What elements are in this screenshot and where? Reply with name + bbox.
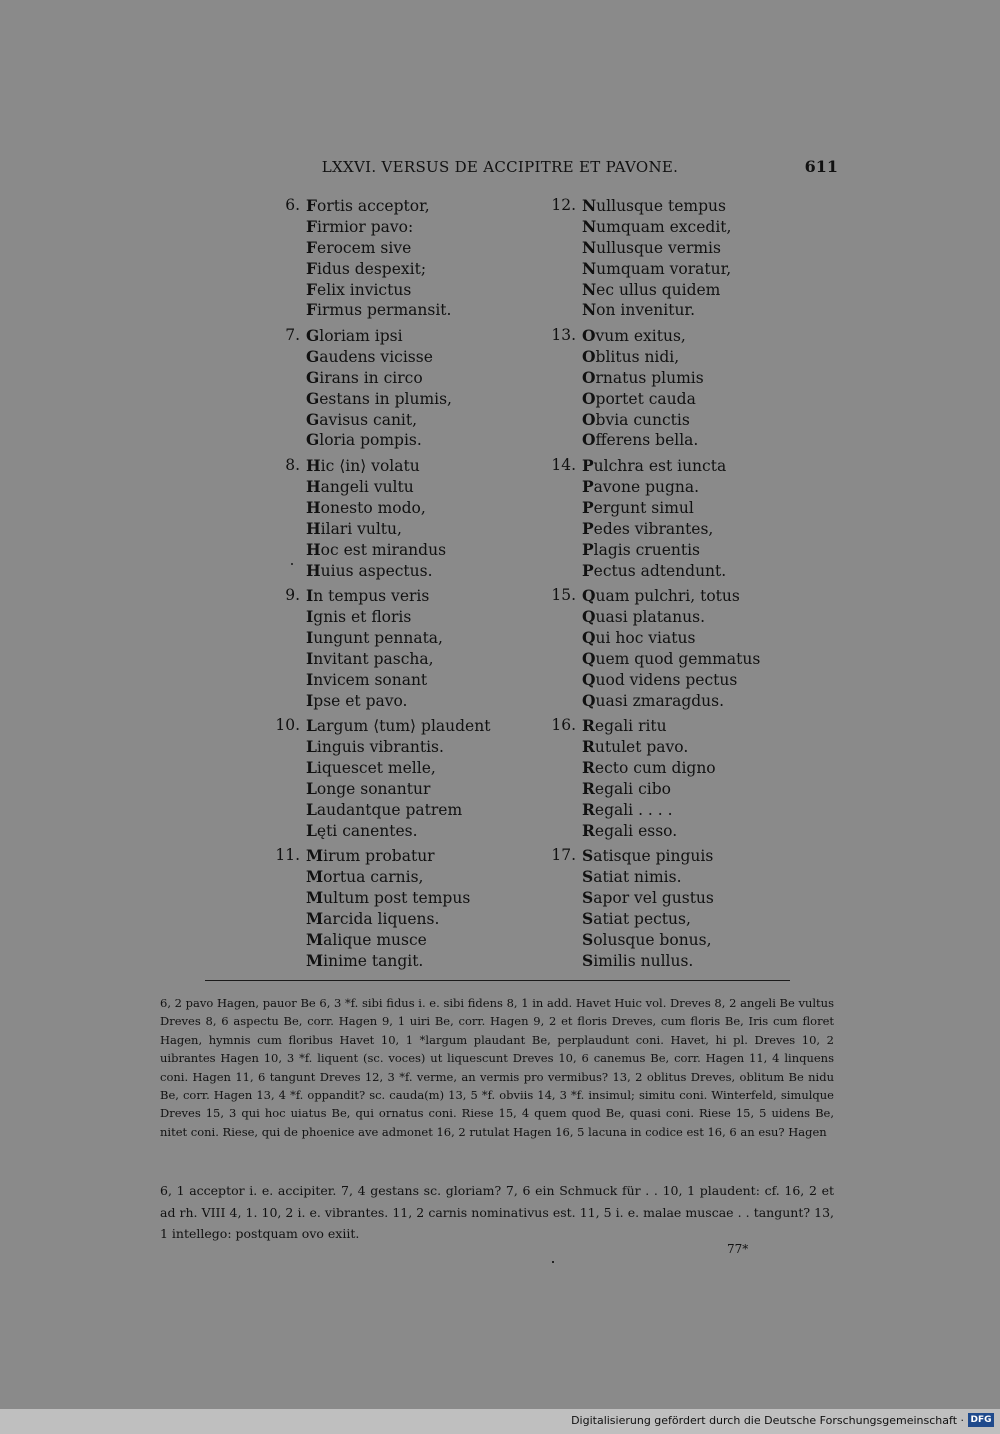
verse-line: Ornatus plumis <box>582 367 704 387</box>
verse-line: Largum ⟨tum⟩ plaudent <box>306 716 491 736</box>
verse-line: Ipse et pavo. <box>306 690 408 710</box>
verse-line: Ferocem sive <box>306 237 412 257</box>
verse-line: Longe sonantur <box>306 778 431 798</box>
funding-notice: Digitalisierung gefördert durch die Deutsche Forschungsgemeinschaft · <box>571 1414 964 1427</box>
verse-line: Qui hoc viatus <box>582 627 696 647</box>
verse-line: In tempus veris <box>306 586 430 606</box>
verse-line: Gaudens vicisse <box>306 346 433 366</box>
stanza-number: 15. <box>551 586 576 605</box>
stanza <box>538 716 808 841</box>
verse-line: Offerens bella. <box>582 430 699 450</box>
stanza-number: 16. <box>551 716 576 735</box>
verse-line: Similis nullus. <box>582 950 694 970</box>
verse-line: Non invenitur. <box>582 300 696 320</box>
stanza-number: 13. <box>551 326 576 345</box>
verse-line: Numquam voratur, <box>582 258 732 278</box>
verse-line: Iungunt pennata, <box>306 627 443 647</box>
explanatory-notes: 6, 1 acceptor i. e. accipiter. 7, 4 gestans sc. gloriam? 7, 6 ein Schmuck für . . 10, 1 plaudent: cf. 16, 2 et ad rh. VIII 4, 1. 10, 2 i. e. vibrantes. 11, 2 carnis nominativus est. 11, 5 i. e. malae muscae . . tangunt? 13, 1 intellego: postquam ovo exiit. <box>160 1183 834 1241</box>
stanza <box>262 326 522 451</box>
stanza-number: 17. <box>551 846 576 865</box>
verse-line: Lęti canentes. <box>306 820 418 840</box>
verse-line: Ovum exitus, <box>582 326 686 346</box>
critical-apparatus: 6, 2 pavo Hagen, pauor Be 6, 3 *f. sibi fidus i. e. sibi fidens 8, 1 in add. Havet Huic vol. Dreves 8, 2 angeli Be vultus Dreves 8, 6 aspectu Be, corr. Hagen 9, 1 uiri Be, corr. Hagen 9, 2 et floris Dreves, cum floris Be, Iris cum floret Hagen, hymnis cum floribus Havet 10, 1 *largum plaudant Be, perplaudunt coni. Havet, hi pl. Dreves 10, 2 uibrantes Hagen 10, 3 *f. liquent (sc. voces) ut liquescunt Dreves 10, 6 canemus Be, corr. Hagen 11, 4 linquens coni. Hagen 11, 6 tangunt Dreves 12, 3 *f. verme, an vermis pro vermibus? 13, 2 oblitus Dreves, oblitum Be nidu Be, corr. Hagen 13, 4 *f. oppandit? sc. cauda(m) 13, 5 *f. obviis 14, 3 *f. insimul; simitu coni. Winterfeld, simulque Dreves 15, 3 qui hoc uiatus Be, qui ornatus coni. Riese 15, 4 quem quod Be, quasi coni. Riese 15, 5 uidens Be, nitet coni. Riese, qui de phoenice ave admonet 16, 2 rutulat Hagen 16, 5 lacuna in codice est 16, 6 an esu? Hagen <box>160 996 834 1139</box>
verse-line: Numquam excedit, <box>582 216 732 236</box>
verse-line: Plagis cruentis <box>582 539 700 559</box>
stanza-number: 10. <box>275 716 300 735</box>
verse-line: Fidus despexit; <box>306 258 427 278</box>
page-title: LXXVI. VERSUS DE ACCIPITRE ET PAVONE. <box>321 158 679 176</box>
verse-line: Felix invictus <box>306 279 412 299</box>
signature-mark: 77* <box>727 1242 749 1256</box>
stanza-number: 12. <box>551 196 576 214</box>
verse-line: Oblitus nidi, <box>582 346 680 366</box>
verse-line: Huius aspectus. <box>306 560 433 580</box>
verse-line: Malique musce <box>306 929 427 949</box>
verse-line: Rutulet pavo. <box>582 737 689 757</box>
stanza-number: 14. <box>551 456 576 475</box>
verse-line: Sapor vel gustus <box>582 887 714 907</box>
verse-line: Satiat nimis. <box>582 867 682 887</box>
verse-line: Quod videns pectus <box>582 669 738 689</box>
stanza <box>262 196 522 321</box>
verse-line: Obvia cunctis <box>582 409 690 429</box>
page-number: 611 <box>804 157 838 176</box>
stanza-number: 11. <box>275 846 300 865</box>
stanza <box>538 456 808 581</box>
verse-line: Pectus adtendunt. <box>582 560 727 580</box>
stanza <box>262 456 522 581</box>
verse-line: Laudantque patrem <box>306 799 463 819</box>
verse-line: Honesto modo, <box>306 497 426 517</box>
verse-line: Firmior pavo: <box>306 216 414 236</box>
verse-line: Quasi platanus. <box>582 606 706 626</box>
verse-line: Gestans in plumis, <box>306 388 452 408</box>
verse-line: Regali esso. <box>582 820 678 840</box>
verse-line: Pedes vibrantes, <box>582 518 714 538</box>
verse-line: Pulchra est iuncta <box>582 456 727 476</box>
verse-line: Solusque bonus, <box>582 929 712 949</box>
running-header <box>160 158 840 180</box>
verse-line: Gavisus canit, <box>306 409 418 429</box>
print-speck <box>552 1261 554 1263</box>
verse-line: Liquescet melle, <box>306 757 436 777</box>
poem-column-right <box>538 196 808 976</box>
verse-line: Multum post tempus <box>306 887 471 907</box>
verse-line: Regali ritu <box>582 716 667 736</box>
verse-line: Mortua carnis, <box>306 867 424 887</box>
verse-line: Quam pulchri, totus <box>582 586 740 606</box>
verse-line: Nullusque vermis <box>582 237 721 257</box>
verse-line: Girans in circo <box>306 367 423 387</box>
stanza <box>262 846 522 971</box>
verse-line: Quasi zmaragdus. <box>582 690 725 710</box>
verse-line: Satisque pinguis <box>582 846 714 866</box>
verse-line: Mirum probatur <box>306 846 435 866</box>
verse-line: Hilari vultu, <box>306 518 402 538</box>
verse-line: Minime tangit. <box>306 950 424 970</box>
stanza <box>538 196 808 321</box>
verse-line: Regali . . . . <box>582 799 673 819</box>
dfg-logo: DFG <box>968 1413 994 1427</box>
verse-line: Gloria pompis. <box>306 430 422 450</box>
verse-line: Regali cibo <box>582 778 671 798</box>
stanza-number: 6. <box>285 196 300 214</box>
verse-line: Ignis et floris <box>306 606 412 626</box>
stanza <box>262 586 522 711</box>
stanza <box>262 716 522 841</box>
verse-line: Invicem sonant <box>306 669 428 689</box>
stanza-number: 7. <box>285 326 300 345</box>
verse-line: Oportet cauda <box>582 388 696 408</box>
footnote-separator <box>205 980 790 981</box>
verse-line: Marcida liquens. <box>306 908 440 928</box>
verse-line: Satiat pectus, <box>582 908 691 928</box>
stanza <box>538 326 808 451</box>
verse-line: Firmus permansit. <box>306 300 452 320</box>
print-speck <box>291 563 293 565</box>
verse-line: Nullusque tempus <box>582 196 726 215</box>
verse-line: Hangeli vultu <box>306 476 414 496</box>
verse-line: Nec ullus quidem <box>582 279 721 299</box>
stanza-number: 8. <box>285 456 300 475</box>
verse-line: Pergunt simul <box>582 497 694 517</box>
verse-line: Pavone pugna. <box>582 476 700 496</box>
stanza-number: 9. <box>285 586 300 605</box>
verse-line: Invitant pascha, <box>306 648 434 668</box>
poem-column-left <box>262 196 522 976</box>
verse-line: Hoc est mirandus <box>306 539 447 559</box>
verse-line: Recto cum digno <box>582 757 716 777</box>
verse-line: Linguis vibrantis. <box>306 737 444 757</box>
verse-line: Gloriam ipsi <box>306 326 403 346</box>
verse-line: Fortis acceptor, <box>306 196 430 215</box>
verse-line: Quem quod gemmatus <box>582 648 761 668</box>
verse-line: Hic ⟨in⟩ volatu <box>306 456 420 476</box>
stanza <box>538 586 808 711</box>
stanza <box>538 846 808 971</box>
